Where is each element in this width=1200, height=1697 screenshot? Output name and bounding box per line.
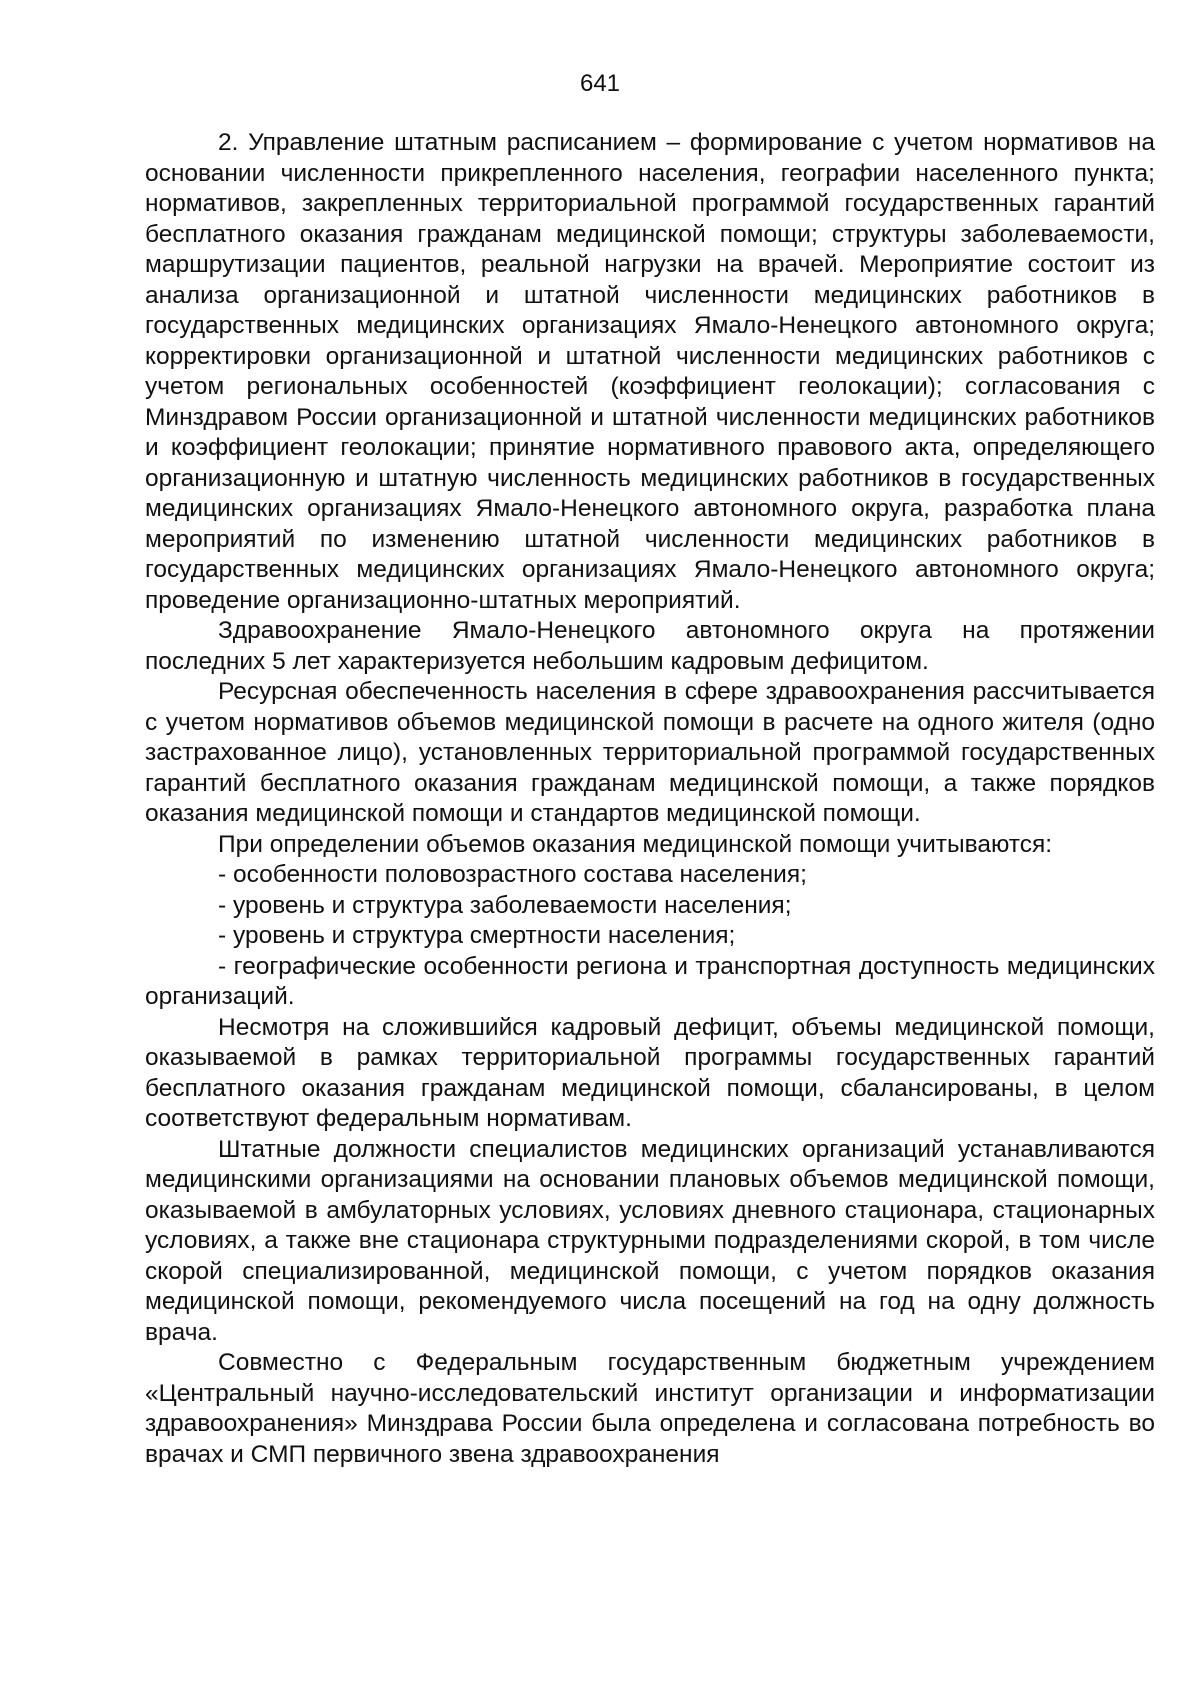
paragraph-joint-assessment: Совместно с Федеральным государственным бюджетным учреждением «Центральный научно-исследовательский институт организации и информатизации здравоохранения» Минздрава России была определена и согласована потребность во врачах и СМП первичного звена здравоохранения — [145, 1349, 1155, 1468]
paragraph-staff-positions: Штатные должности специалистов медицинских организаций устанавливаются медицинскими организациями на основании плановых объемов медицинской помощи, оказываемой в амбулаторных условиях, условиях дневного стационара, стационарных условиях, а также вне стационара структурными подразделениями скорой, в том числе скорой специализированной, медицинской помощи, с учетом порядков оказания медицинской помощи, рекомендуемого числа посещений на год на одну должность врача. — [145, 1135, 1155, 1346]
list-item-morbidity: - уровень и структура заболеваемости населения; — [218, 891, 792, 919]
paragraph-staff-deficit: Здравоохранение Ямало-Ненецкого автономного округа на протяжении последних 5 лет характеризуется небольшим кадровым дефицитом. — [145, 617, 1155, 675]
paragraph-staffing-management: 2. Управление штатным расписанием – формирование с учетом нормативов на основании численности прикрепленного населения, географии населенного пункта; нормативов, закрепленных территориальной программой государственных гарантий бесплатного оказания гражданам медицинской помощи; структуры заболеваемости, маршрутизации пациентов, реальной нагрузки на врачей. Мероприятие состоит из анализа организационной и штатной численности медицинских работников в государственных медицинских организациях Ямало-Ненецкого автономного округа; корректировки организационной и штатной численности медицинских работников с учетом региональных особенностей (коэффициент геолокации); согласования с Минздравом России организационной и штатной численности медицинских работников и коэффициент геолокации; принятие нормативного правового акта, определяющего организационную и штатную численность медицинских работников в государственных медицинских организациях Ямало-Ненецкого автономного округа, разработка плана мероприятий по изменению штатной численности медицинских работников в государственных медицинских организациях Ямало-Ненецкого автономного округа; проведение организационно-штатных мероприятий. — [145, 129, 1155, 614]
page-number: 641 — [579, 70, 621, 97]
paragraph-volume-factors-intro: При определении объемов оказания медицинской помощи учитываются: — [218, 830, 1053, 858]
paragraph-resource-provision: Ресурсная обеспеченность населения в сфере здравоохранения рассчитывается с учетом нормативов объемов медицинской помощи в расчете на одного жителя (одно застрахованное лицо), установленных территориальной программой государственных гарантий бесплатного оказания гражданам медицинской помощи, а также порядков оказания медицинской помощи и стандартов медицинской помощи. — [145, 678, 1155, 827]
document-body — [145, 128, 1155, 1470]
list-item-geography: - географические особенности региона и транспортная доступность медицинских организаций. — [145, 952, 1155, 1010]
list-item-mortality: - уровень и структура смертности населения; — [218, 922, 736, 949]
list-item-age-sex-structure: - особенности половозрастного состава населения; — [218, 861, 807, 888]
paragraph-balanced-volumes: Несмотря на сложившийся кадровый дефицит, объемы медицинской помощи, оказываемой в рамках территориальной программы государственных гарантий бесплатного оказания гражданам медицинской помощи, сбалансированы, в целом соответствуют федеральным нормативам. — [145, 1013, 1155, 1132]
